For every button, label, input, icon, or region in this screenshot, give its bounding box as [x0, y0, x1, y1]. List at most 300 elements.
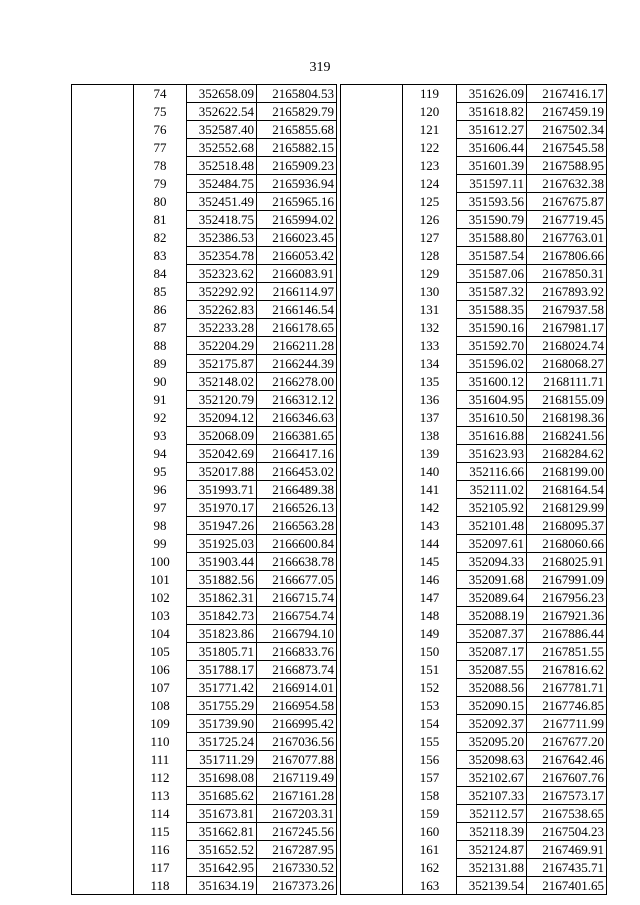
blank-cell [341, 157, 403, 175]
x-coordinate-cell: 352087.55 [457, 661, 527, 679]
point-number-cell: 97 [134, 499, 187, 517]
point-number-cell: 77 [134, 139, 187, 157]
blank-cell [72, 787, 134, 805]
point-number-cell: 123 [403, 157, 457, 175]
y-coordinate-cell: 2166346.63 [257, 409, 337, 427]
table-row [341, 247, 607, 265]
table-row [341, 139, 607, 157]
x-coordinate-cell: 351604.95 [457, 391, 527, 409]
x-coordinate-cell: 351652.52 [187, 841, 257, 859]
blank-cell [341, 823, 403, 841]
table-row [72, 427, 337, 445]
blank-cell [72, 769, 134, 787]
x-coordinate-cell: 352292.92 [187, 283, 257, 301]
y-coordinate-cell: 2167711.99 [527, 715, 607, 733]
x-coordinate-cell: 352087.17 [457, 643, 527, 661]
table-row [341, 427, 607, 445]
table-row [341, 787, 607, 805]
y-coordinate-cell: 2167459.19 [527, 103, 607, 121]
blank-cell [72, 481, 134, 499]
blank-cell [72, 661, 134, 679]
point-number-cell: 79 [134, 175, 187, 193]
table-row [72, 211, 337, 229]
blank-cell [341, 877, 403, 895]
page-number: 319 [309, 60, 331, 75]
blank-cell [341, 175, 403, 193]
blank-cell [72, 535, 134, 553]
table-row [72, 103, 337, 121]
y-coordinate-cell: 2167981.17 [527, 319, 607, 337]
blank-cell [341, 841, 403, 859]
y-coordinate-cell: 2167401.65 [527, 877, 607, 895]
blank-cell [72, 175, 134, 193]
point-number-cell: 82 [134, 229, 187, 247]
blank-cell [72, 715, 134, 733]
x-coordinate-cell: 352120.79 [187, 391, 257, 409]
x-coordinate-cell: 351592.70 [457, 337, 527, 355]
y-coordinate-cell: 2167502.34 [527, 121, 607, 139]
blank-cell [341, 805, 403, 823]
table-row [72, 823, 337, 841]
point-number-cell: 130 [403, 283, 457, 301]
y-coordinate-cell: 2166146.54 [257, 301, 337, 319]
y-coordinate-cell: 2166417.16 [257, 445, 337, 463]
y-coordinate-cell: 2167816.62 [527, 661, 607, 679]
table-row [341, 643, 607, 661]
point-number-cell: 78 [134, 157, 187, 175]
point-number-cell: 81 [134, 211, 187, 229]
y-coordinate-cell: 2167675.87 [527, 193, 607, 211]
y-coordinate-cell: 2166083.91 [257, 265, 337, 283]
point-number-cell: 124 [403, 175, 457, 193]
blank-cell [341, 427, 403, 445]
blank-cell [341, 625, 403, 643]
y-coordinate-cell: 2167330.52 [257, 859, 337, 877]
y-coordinate-cell: 2167119.49 [257, 769, 337, 787]
blank-cell [72, 607, 134, 625]
y-coordinate-cell: 2165829.79 [257, 103, 337, 121]
y-coordinate-cell: 2168198.36 [527, 409, 607, 427]
x-coordinate-cell: 351842.73 [187, 607, 257, 625]
x-coordinate-cell: 351597.11 [457, 175, 527, 193]
x-coordinate-cell: 351903.44 [187, 553, 257, 571]
blank-cell [341, 85, 403, 103]
blank-cell [72, 229, 134, 247]
table-row [72, 139, 337, 157]
table-row [72, 391, 337, 409]
x-coordinate-cell: 352087.37 [457, 625, 527, 643]
point-number-cell: 163 [403, 877, 457, 895]
y-coordinate-cell: 2167538.65 [527, 805, 607, 823]
x-coordinate-cell: 351771.42 [187, 679, 257, 697]
x-coordinate-cell: 352042.69 [187, 445, 257, 463]
table-row [341, 463, 607, 481]
blank-cell [72, 697, 134, 715]
table-row [72, 715, 337, 733]
blank-cell [341, 445, 403, 463]
x-coordinate-cell: 351616.88 [457, 427, 527, 445]
point-number-cell: 156 [403, 751, 457, 769]
y-coordinate-cell: 2168024.74 [527, 337, 607, 355]
blank-cell [72, 193, 134, 211]
x-coordinate-cell: 352418.75 [187, 211, 257, 229]
point-number-cell: 95 [134, 463, 187, 481]
table-row [72, 607, 337, 625]
table-row [72, 463, 337, 481]
table-row [341, 319, 607, 337]
x-coordinate-cell: 352658.09 [187, 85, 257, 103]
blank-cell [341, 481, 403, 499]
x-coordinate-cell: 351725.24 [187, 733, 257, 751]
x-coordinate-cell: 351626.09 [457, 85, 527, 103]
point-number-cell: 107 [134, 679, 187, 697]
x-coordinate-cell: 351601.39 [457, 157, 527, 175]
table-row [72, 481, 337, 499]
point-number-cell: 101 [134, 571, 187, 589]
x-coordinate-cell: 351618.82 [457, 103, 527, 121]
table-row [341, 715, 607, 733]
y-coordinate-cell: 2167504.23 [527, 823, 607, 841]
x-coordinate-cell: 352090.15 [457, 697, 527, 715]
table-row [341, 589, 607, 607]
x-coordinate-cell: 351788.17 [187, 661, 257, 679]
x-coordinate-cell: 352088.19 [457, 607, 527, 625]
y-coordinate-cell: 2165994.02 [257, 211, 337, 229]
table-row [341, 571, 607, 589]
coordinates-table-right [340, 84, 607, 895]
blank-cell [341, 355, 403, 373]
y-coordinate-cell: 2167632.38 [527, 175, 607, 193]
x-coordinate-cell: 351587.06 [457, 265, 527, 283]
x-coordinate-cell: 352204.29 [187, 337, 257, 355]
y-coordinate-cell: 2166053.42 [257, 247, 337, 265]
blank-cell [72, 355, 134, 373]
y-coordinate-cell: 2168284.62 [527, 445, 607, 463]
y-coordinate-cell: 2165965.16 [257, 193, 337, 211]
point-number-cell: 139 [403, 445, 457, 463]
x-coordinate-cell: 351590.16 [457, 319, 527, 337]
y-coordinate-cell: 2168068.27 [527, 355, 607, 373]
blank-cell [72, 553, 134, 571]
blank-cell [341, 553, 403, 571]
table-row [72, 499, 337, 517]
x-coordinate-cell: 352386.53 [187, 229, 257, 247]
table-row [72, 337, 337, 355]
x-coordinate-cell: 352094.33 [457, 553, 527, 571]
table-row [72, 787, 337, 805]
table-row [341, 553, 607, 571]
y-coordinate-cell: 2166677.05 [257, 571, 337, 589]
table-row [341, 841, 607, 859]
y-coordinate-cell: 2167781.71 [527, 679, 607, 697]
point-number-cell: 146 [403, 571, 457, 589]
y-coordinate-cell: 2167607.76 [527, 769, 607, 787]
point-number-cell: 125 [403, 193, 457, 211]
point-number-cell: 115 [134, 823, 187, 841]
point-number-cell: 145 [403, 553, 457, 571]
x-coordinate-cell: 352323.62 [187, 265, 257, 283]
y-coordinate-cell: 2167373.26 [257, 877, 337, 895]
table-row [341, 175, 607, 193]
table-row [341, 103, 607, 121]
table-row [341, 211, 607, 229]
table-row [341, 301, 607, 319]
point-number-cell: 121 [403, 121, 457, 139]
y-coordinate-cell: 2168241.56 [527, 427, 607, 445]
point-number-cell: 113 [134, 787, 187, 805]
y-coordinate-cell: 2167077.88 [257, 751, 337, 769]
x-coordinate-cell: 351970.17 [187, 499, 257, 517]
x-coordinate-cell: 351698.08 [187, 769, 257, 787]
table-row [341, 409, 607, 427]
y-coordinate-cell: 2167806.66 [527, 247, 607, 265]
point-number-cell: 137 [403, 409, 457, 427]
blank-cell [341, 247, 403, 265]
table-row [72, 805, 337, 823]
y-coordinate-cell: 2167588.95 [527, 157, 607, 175]
point-number-cell: 114 [134, 805, 187, 823]
x-coordinate-cell: 352089.64 [457, 589, 527, 607]
blank-cell [72, 391, 134, 409]
blank-cell [72, 445, 134, 463]
blank-cell [72, 589, 134, 607]
point-number-cell: 104 [134, 625, 187, 643]
blank-cell [72, 877, 134, 895]
table-row [72, 859, 337, 877]
blank-cell [341, 337, 403, 355]
blank-cell [341, 319, 403, 337]
blank-cell [341, 643, 403, 661]
blank-cell [72, 319, 134, 337]
x-coordinate-cell: 352095.20 [457, 733, 527, 751]
x-coordinate-cell: 352017.88 [187, 463, 257, 481]
x-coordinate-cell: 351590.79 [457, 211, 527, 229]
blank-cell [341, 301, 403, 319]
x-coordinate-cell: 352118.39 [457, 823, 527, 841]
point-number-cell: 74 [134, 85, 187, 103]
x-coordinate-cell: 351685.62 [187, 787, 257, 805]
x-coordinate-cell: 352552.68 [187, 139, 257, 157]
table-row [341, 535, 607, 553]
y-coordinate-cell: 2166914.01 [257, 679, 337, 697]
x-coordinate-cell: 351587.54 [457, 247, 527, 265]
x-coordinate-cell: 352094.12 [187, 409, 257, 427]
point-number-cell: 118 [134, 877, 187, 895]
blank-cell [341, 679, 403, 697]
point-number-cell: 129 [403, 265, 457, 283]
blank-cell [72, 841, 134, 859]
blank-cell [72, 859, 134, 877]
point-number-cell: 149 [403, 625, 457, 643]
point-number-cell: 76 [134, 121, 187, 139]
x-coordinate-cell: 351662.81 [187, 823, 257, 841]
table-row [341, 625, 607, 643]
point-number-cell: 148 [403, 607, 457, 625]
blank-cell [341, 463, 403, 481]
x-coordinate-cell: 352098.63 [457, 751, 527, 769]
blank-cell [341, 265, 403, 283]
y-coordinate-cell: 2167573.17 [527, 787, 607, 805]
x-coordinate-cell: 352518.48 [187, 157, 257, 175]
table-row [341, 733, 607, 751]
y-coordinate-cell: 2167719.45 [527, 211, 607, 229]
point-number-cell: 135 [403, 373, 457, 391]
table-row [72, 517, 337, 535]
blank-cell [72, 337, 134, 355]
point-number-cell: 86 [134, 301, 187, 319]
y-coordinate-cell: 2167416.17 [527, 85, 607, 103]
y-coordinate-cell: 2167763.01 [527, 229, 607, 247]
table-row [72, 553, 337, 571]
table-row [72, 373, 337, 391]
x-coordinate-cell: 351925.03 [187, 535, 257, 553]
y-coordinate-cell: 2166244.39 [257, 355, 337, 373]
blank-cell [341, 769, 403, 787]
point-number-cell: 159 [403, 805, 457, 823]
blank-cell [72, 85, 134, 103]
x-coordinate-cell: 351606.44 [457, 139, 527, 157]
table-row [72, 355, 337, 373]
point-number-cell: 126 [403, 211, 457, 229]
blank-cell [341, 517, 403, 535]
x-coordinate-cell: 351612.27 [457, 121, 527, 139]
table-row [72, 265, 337, 283]
point-number-cell: 83 [134, 247, 187, 265]
table-row [341, 445, 607, 463]
blank-cell [72, 427, 134, 445]
x-coordinate-cell: 351739.90 [187, 715, 257, 733]
x-coordinate-cell: 351596.02 [457, 355, 527, 373]
point-number-cell: 152 [403, 679, 457, 697]
table-row [341, 823, 607, 841]
x-coordinate-cell: 352131.88 [457, 859, 527, 877]
table-row [72, 841, 337, 859]
point-number-cell: 153 [403, 697, 457, 715]
point-number-cell: 133 [403, 337, 457, 355]
point-number-cell: 132 [403, 319, 457, 337]
blank-cell [72, 247, 134, 265]
blank-cell [72, 517, 134, 535]
point-number-cell: 85 [134, 283, 187, 301]
blank-cell [72, 283, 134, 301]
point-number-cell: 142 [403, 499, 457, 517]
x-coordinate-cell: 352262.83 [187, 301, 257, 319]
blank-cell [72, 103, 134, 121]
y-coordinate-cell: 2165804.53 [257, 85, 337, 103]
y-coordinate-cell: 2166715.74 [257, 589, 337, 607]
y-coordinate-cell: 2166278.00 [257, 373, 337, 391]
y-coordinate-cell: 2167937.58 [527, 301, 607, 319]
point-number-cell: 151 [403, 661, 457, 679]
blank-cell [341, 751, 403, 769]
y-coordinate-cell: 2168164.54 [527, 481, 607, 499]
point-number-cell: 120 [403, 103, 457, 121]
point-number-cell: 150 [403, 643, 457, 661]
point-number-cell: 127 [403, 229, 457, 247]
x-coordinate-cell: 352148.02 [187, 373, 257, 391]
table-row [341, 661, 607, 679]
blank-cell [72, 265, 134, 283]
blank-cell [341, 859, 403, 877]
x-coordinate-cell: 352622.54 [187, 103, 257, 121]
blank-cell [341, 139, 403, 157]
y-coordinate-cell: 2167245.56 [257, 823, 337, 841]
point-number-cell: 102 [134, 589, 187, 607]
blank-cell [341, 661, 403, 679]
x-coordinate-cell: 351711.29 [187, 751, 257, 769]
y-coordinate-cell: 2167203.31 [257, 805, 337, 823]
table-row [72, 625, 337, 643]
point-number-cell: 119 [403, 85, 457, 103]
point-number-cell: 87 [134, 319, 187, 337]
x-coordinate-cell: 352451.49 [187, 193, 257, 211]
blank-cell [341, 589, 403, 607]
point-number-cell: 136 [403, 391, 457, 409]
blank-cell [72, 373, 134, 391]
y-coordinate-cell: 2166489.38 [257, 481, 337, 499]
point-number-cell: 109 [134, 715, 187, 733]
blank-cell [341, 571, 403, 589]
table-row [72, 445, 337, 463]
x-coordinate-cell: 351673.81 [187, 805, 257, 823]
y-coordinate-cell: 2166754.74 [257, 607, 337, 625]
blank-cell [72, 571, 134, 589]
x-coordinate-cell: 352124.87 [457, 841, 527, 859]
y-coordinate-cell: 2166600.84 [257, 535, 337, 553]
table-row [72, 535, 337, 553]
y-coordinate-cell: 2168199.00 [527, 463, 607, 481]
table-row [341, 607, 607, 625]
y-coordinate-cell: 2165936.94 [257, 175, 337, 193]
table-row [72, 247, 337, 265]
y-coordinate-cell: 2165855.68 [257, 121, 337, 139]
point-number-cell: 100 [134, 553, 187, 571]
y-coordinate-cell: 2166312.12 [257, 391, 337, 409]
y-coordinate-cell: 2165882.15 [257, 139, 337, 157]
x-coordinate-cell: 352068.09 [187, 427, 257, 445]
blank-cell [341, 103, 403, 121]
point-number-cell: 122 [403, 139, 457, 157]
x-coordinate-cell: 352101.48 [457, 517, 527, 535]
table-row [341, 679, 607, 697]
x-coordinate-cell: 352092.37 [457, 715, 527, 733]
blank-cell [341, 607, 403, 625]
point-number-cell: 93 [134, 427, 187, 445]
table-row [72, 157, 337, 175]
table-row [341, 337, 607, 355]
x-coordinate-cell: 351642.95 [187, 859, 257, 877]
y-coordinate-cell: 2168129.99 [527, 499, 607, 517]
blank-cell [341, 733, 403, 751]
point-number-cell: 144 [403, 535, 457, 553]
point-number-cell: 98 [134, 517, 187, 535]
blank-cell [72, 823, 134, 841]
x-coordinate-cell: 352107.33 [457, 787, 527, 805]
point-number-cell: 147 [403, 589, 457, 607]
y-coordinate-cell: 2166954.58 [257, 697, 337, 715]
blank-cell [341, 283, 403, 301]
point-number-cell: 140 [403, 463, 457, 481]
x-coordinate-cell: 352112.57 [457, 805, 527, 823]
y-coordinate-cell: 2167991.09 [527, 571, 607, 589]
table-row [72, 877, 337, 895]
point-number-cell: 91 [134, 391, 187, 409]
point-number-cell: 128 [403, 247, 457, 265]
table-row [341, 697, 607, 715]
point-number-cell: 99 [134, 535, 187, 553]
table-row [72, 85, 337, 103]
blank-cell [341, 193, 403, 211]
